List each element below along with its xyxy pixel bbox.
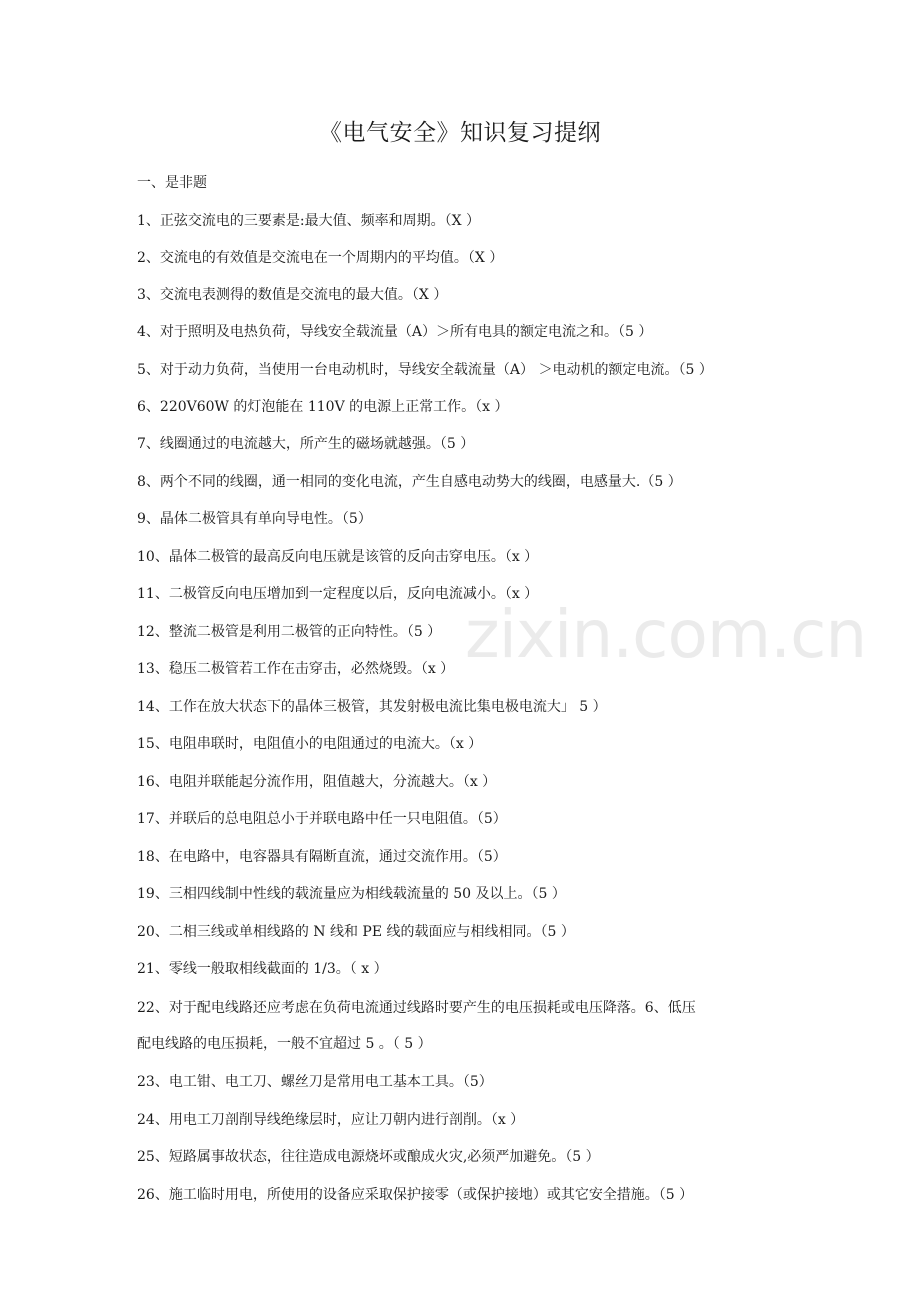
question-line: 1、正弦交流电的三要素是:最大值、频率和周期。（X ）: [137, 213, 481, 229]
question-line: 12、整流二极管是利用二极管的正向特性。（5 ）: [137, 624, 442, 640]
question-line: 25、短路属事故状态，往往造成电源烧坏或酿成火灾,必须严加避免。（5 ）: [137, 1149, 600, 1165]
watermark: zixin.com.cn: [465, 596, 867, 673]
question-line: 7、线圈通过的电流越大，所产生的磁场就越强。（5 ）: [137, 436, 475, 452]
question-line: 5、对于动力负荷，当使用一台电动机时，导线安全载流量（A） ＞电动机的额定电流。（5 ）: [137, 362, 713, 378]
question-line: 19、三相四线制中性线的载流量应为相线载流量的 50 及以上。（5 ）: [137, 886, 566, 902]
section-heading: 一、是非题: [137, 175, 207, 191]
question-line: 20、二相三线或单相线路的 N 线和 PE 线的载面应与相线相同。（5 ）: [137, 924, 575, 940]
question-line-continued: 配电线路的电压损耗，一般不宜超过 5 。（ 5 ）: [137, 1036, 432, 1052]
question-line: 16、电阻并联能起分流作用，阻值越大，分流越大。（x ）: [137, 774, 497, 790]
question-line: 10、晶体二极管的最高反向电压就是该管的反向击穿电压。（x ）: [137, 549, 539, 565]
question-line: 9、晶体二极管具有单向导电性。（5）: [137, 511, 372, 527]
question-line: 14、工作在放大状态下的晶体三极管，其发射极电流比集电极电流大」 5 ）: [137, 699, 607, 715]
question-line: 4、对于照明及电热负荷，导线安全载流量（A）＞所有电具的额定电流之和。（5 ）: [137, 324, 653, 340]
question-line: 2、交流电的有效值是交流电在一个周期内的平均值。（X ）: [137, 250, 504, 266]
question-line: 21、零线一般取相线截面的 1/3。（ x ）: [137, 961, 388, 977]
question-line: 15、电阻串联时，电阻值小的电阻通过的电流大。（x ）: [137, 736, 483, 752]
question-line: 22、对于配电线路还应考虑在负荷电流通过线路时要产生的电压损耗或电压降落。6、低压: [137, 1000, 696, 1016]
question-line: 24、用电工刀剖削导线绝缘层时，应让刀朝内进行剖削。（x ）: [137, 1112, 525, 1128]
question-line: 6、220V60W 的灯泡能在 110V 的电源上正常工作。（x ）: [137, 399, 509, 415]
question-line: 18、在电路中，电容器具有隔断直流，通过交流作用。（5）: [137, 849, 507, 865]
question-line: 17、并联后的总电阻总小于并联电路中任一只电阻值。（5）: [137, 811, 507, 827]
question-line: 11、二极管反向电压增加到一定程度以后，反向电流减小。（x ）: [137, 586, 539, 602]
page-title: 《电气安全》知识复习提纲: [319, 120, 601, 146]
question-line: 3、交流电表测得的数值是交流电的最大值。（X ）: [137, 287, 448, 303]
question-line: 23、电工钳、电工刀、螺丝刀是常用电工基本工具。（5）: [137, 1074, 493, 1090]
question-line: 26、施工临时用电，所使用的设备应采取保护接零（或保护接地）或其它安全措施。（5 ）: [137, 1187, 694, 1203]
question-line: 8、两个不同的线圈，通一相同的变化电流，产生自感电动势大的线圈，电感量大.（5 ）: [137, 474, 682, 490]
question-line: 13、稳压二极管若工作在击穿击，必然烧毁。（x ）: [137, 661, 455, 677]
